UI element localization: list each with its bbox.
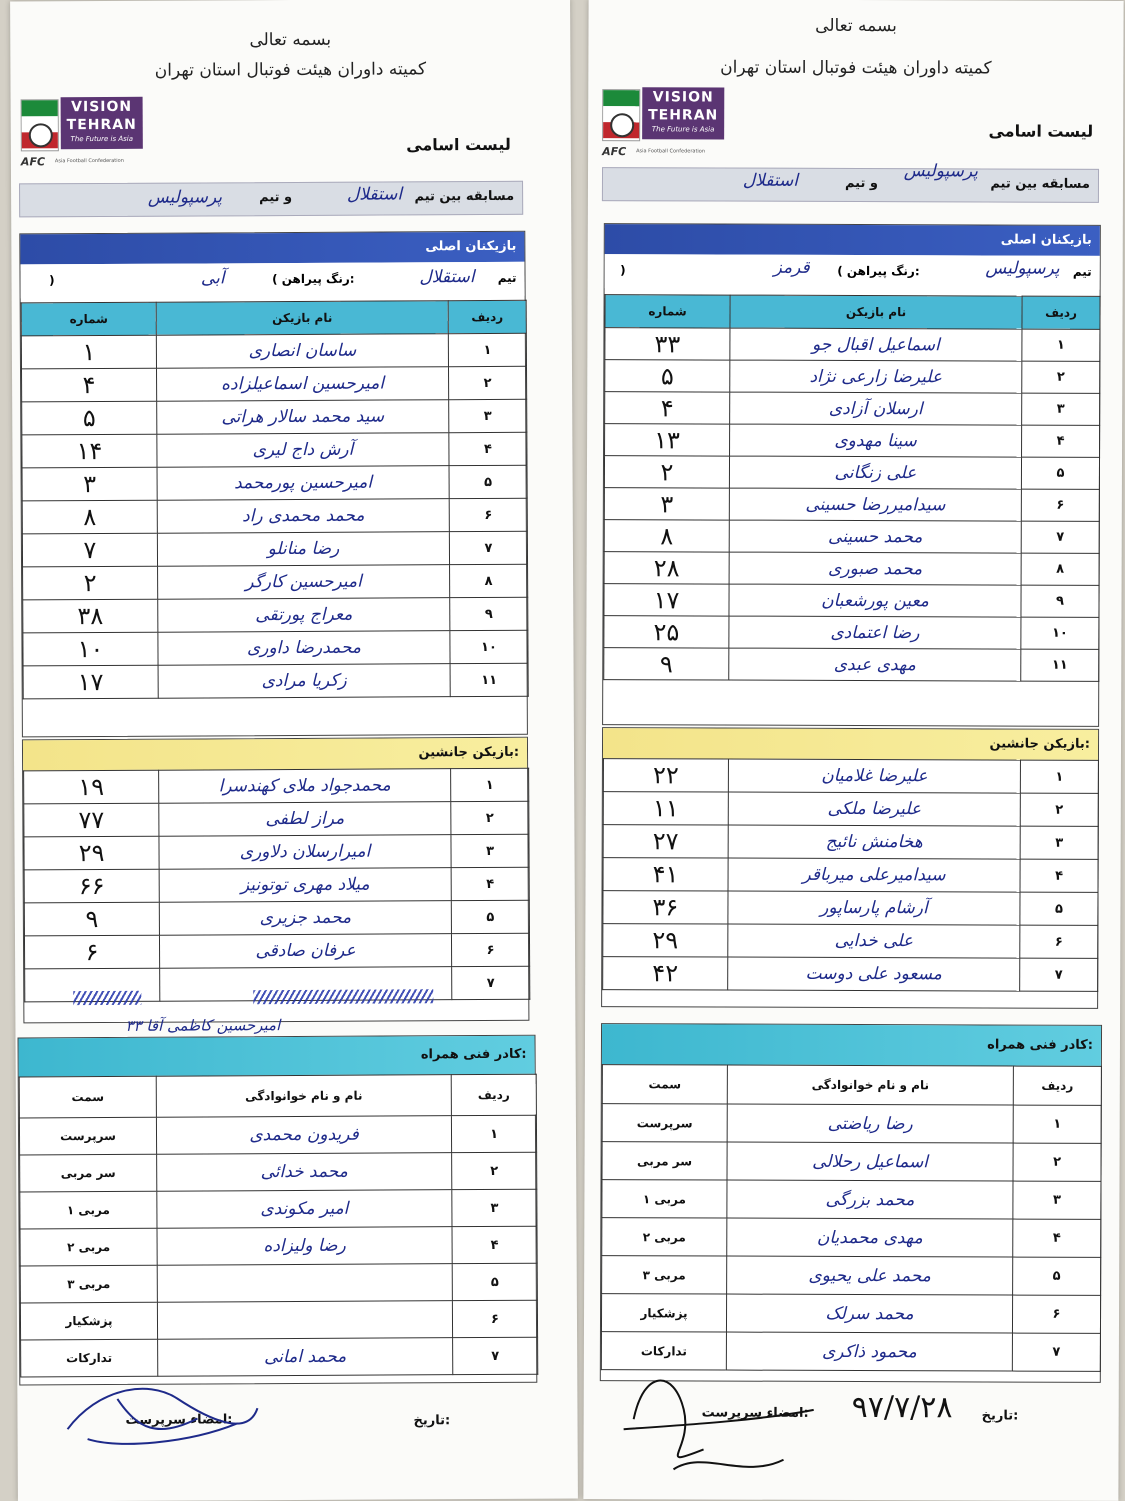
row-index: ۶	[449, 498, 527, 531]
date-handwritten: ۹۷/۷/۲۸	[851, 1389, 953, 1426]
table-row	[22, 531, 527, 567]
person-name: مسعود علی دوست	[728, 957, 1020, 991]
row-index: ۷	[449, 531, 527, 564]
shirt-number: ۷۷	[24, 803, 159, 837]
row-index: ۲	[452, 1152, 537, 1189]
shirt-number: ۳۳	[605, 328, 730, 360]
row-index: ۲	[448, 366, 526, 399]
shirt-number: ۸	[22, 500, 157, 534]
list-title: لیست اسامی	[988, 121, 1094, 141]
table-row	[19, 1115, 536, 1155]
crossed-out-number	[73, 991, 141, 1005]
shirt-number: ۸	[604, 520, 729, 552]
row-index: ۶	[1021, 489, 1099, 521]
team-info-row: تیم پرسپولیس ( رنگ پیراهن: قرمز )	[605, 254, 1100, 290]
row-index: ۷	[1021, 521, 1099, 553]
row-index: ۵	[451, 900, 529, 933]
row-index: ۴	[449, 432, 527, 465]
main-players-section: بازیکنان اصلی تیم پرسپولیس ( رنگ پیراهن: قرمز ) ردیف نام بازیکن شماره ۱ اسماعیل اقبال جو ۳۳ ۲ علیرضا زارعی نژاد ۵ ۳ ارسلان آزادی ۴ ۴ سینا مهدوی ۱۳ ۵ علی زنگانی ۲ ۶ سیدامیررضا حسینی ۳ ۷ محمد حسینی ۸ ۸ محمد صبوری ۲۸ ۹ معین پورشعبان ۱۷ ۱۰ رضا اعتمادی ۲۵ ۱۱ مهدی عبدی ۹	[602, 223, 1101, 727]
person-name: محمدجواد ملای کهندسرا	[159, 769, 451, 804]
person-name: محمد حسینی	[729, 520, 1021, 553]
person-name: هخامنش نائیج	[728, 825, 1020, 859]
table-row	[22, 399, 527, 435]
person-name: امیرحسین اسماعیلزاده	[156, 367, 448, 402]
substitutes-section: بازیکن جانشین: ۱ علیرضا غلامیان ۲۲ ۲ علیرضا ملکی ۱۱ ۳ هخامنش نائیج ۲۷ ۴ سیدامیرعلی میرباقر ۴۱ ۵ آرشام پارساپور ۳۶ ۶ علی خدایی ۲۹ ۷ مسعود علی دوست ۴۲	[601, 727, 1099, 1009]
row-index: ۱	[1022, 329, 1100, 361]
row-index: ۶	[451, 933, 529, 966]
row-index: ۹	[450, 597, 528, 630]
signature-scribble	[57, 1368, 267, 1461]
team1-handwritten: پرسپولیس	[903, 161, 979, 182]
table-row	[605, 424, 1100, 458]
table-row	[24, 933, 529, 969]
shirt-number: ۲	[604, 456, 729, 488]
person-name: ساسان انصاری	[156, 334, 448, 369]
row-index: ۲	[1013, 1143, 1101, 1181]
basmala: بسمه تعالی	[249, 29, 332, 51]
vision-tehran-logo: VISION TEHRAN The Future is Asia AFC Asia Football Confederation	[602, 87, 727, 165]
person-name: محمد جزیری	[159, 901, 451, 936]
main-players-table: ردیف نام بازیکن شماره ۱ ساسان انصاری ۱ ۲ امیرحسین اسماعیلزاده ۴ ۳ سید محمد سالار هراتی ۵ ۴ آرش داج لیری ۱۴ ۵ امیرحسین پورمحمد ۳ ۶ محمد محمدی راد ۸ ۷ رضا منانلو ۷ ۸ امیرحسین کارگر ۲ ۹ معراج پورتقی ۳۸ ۱۰ محمدرضا داوری ۱۰ ۱۱ زکریا مرادی ۱۷	[21, 300, 529, 700]
row-index: ۱۰	[450, 630, 528, 663]
afc-logo: AFC	[602, 145, 627, 159]
person-name: سیدامیرعلی میرباقر	[728, 858, 1020, 892]
row-index: ۱	[1013, 1105, 1101, 1143]
row-index: ۸	[450, 564, 528, 597]
person-name: آرشام پارساپور	[728, 891, 1020, 925]
shirt-number: ۲۸	[604, 552, 729, 584]
table-row	[20, 1263, 537, 1303]
shirt-number: ۹	[604, 648, 729, 680]
person-name: علیرضا غلامیان	[728, 759, 1020, 793]
staff-table: ردیف نام و نام خوانوادگی سمت ۱ فریدون محمدی سرپرست ۲ محمد خدائی سر مربی ۳ امیر مکوندی مربی ۱ ۴ رضا ولیزاده مربی ۲ ۵ مربی ۳ ۶ پزشکیار ۷ محمد امانی تدارکات	[19, 1074, 539, 1378]
table-row	[23, 663, 528, 699]
shirt-number: ۲	[23, 566, 158, 600]
table-row	[605, 328, 1100, 362]
extra-substitute-note: امیرحسین کاظمی آقا ۳۳	[125, 1016, 281, 1035]
table-row	[20, 1226, 537, 1266]
team1-handwritten: استقلال	[346, 184, 403, 205]
person-name: محمد سرلک	[726, 1294, 1012, 1333]
person-name: رضا اعتمادی	[729, 616, 1021, 649]
table-row	[603, 792, 1098, 827]
row-index: ۵	[1021, 457, 1099, 489]
table-row	[604, 520, 1099, 554]
shirt-number: ۲۷	[603, 825, 728, 858]
table-row	[24, 768, 529, 804]
table-row	[20, 1300, 537, 1340]
person-name	[157, 1301, 452, 1340]
row-index: ۳	[1013, 1181, 1101, 1219]
date-label: تاریخ:	[413, 1413, 451, 1429]
date-label: تاریخ:	[981, 1408, 1019, 1424]
shirt-number: ۱۳	[605, 424, 730, 456]
person-name: رضا منانلو	[157, 532, 449, 567]
person-name: امیر مکوندی	[157, 1190, 452, 1229]
shirt-number: ۴۲	[603, 957, 728, 990]
table-row	[22, 366, 527, 402]
row-index: ۶	[452, 1300, 537, 1337]
shirt-number: ۳۶	[603, 891, 728, 924]
shirt-number: ۱۷	[604, 584, 729, 616]
shirt-number: ۹	[24, 902, 159, 936]
row-index: ۵	[1013, 1257, 1101, 1295]
person-name: فریدون محمدی	[156, 1116, 451, 1155]
staff-role: سرپرست	[602, 1104, 727, 1142]
row-index: ۷	[1020, 958, 1098, 991]
signature-label: امضاء سرپرست:	[125, 1412, 233, 1428]
staff-role: مربی ۳	[20, 1265, 157, 1303]
shirt-number: ۱	[21, 335, 156, 369]
shirt-number: ۲۵	[604, 616, 729, 648]
shirt-number: ۶	[24, 935, 159, 969]
row-index: ۲	[451, 801, 529, 834]
person-name: امیرحسین پورمحمد	[157, 466, 449, 501]
main-players-section: بازیکنان اصلی تیم استقلال ( رنگ پیراهن: آبی ) ردیف نام بازیکن شماره ۱ ساسان انصاری ۱ ۲ امیرحسین اسماعیلزاده ۴ ۳ سید محمد سالار هراتی ۵ ۴ آرش داج لیری ۱۴ ۵ امیرحسین پورمحمد ۳ ۶ محمد محمدی راد ۸ ۷ رضا منانلو ۷ ۸ امیرحسین کارگر ۲ ۹ معراج پورتقی ۳۸ ۱۰ محمدرضا داوری ۱۰ ۱۱ زکریا مرادی ۱۷	[19, 231, 528, 738]
table-row	[603, 759, 1098, 794]
staff-role: مربی ۲	[20, 1228, 157, 1266]
person-name: عرفان صادقی	[159, 934, 451, 969]
staff-role: سر مربی	[602, 1142, 727, 1180]
table-row	[605, 360, 1100, 394]
row-index: ۱۰	[1021, 617, 1099, 649]
person-name: مهدی عبدی	[729, 648, 1021, 681]
staff-role: پزشکیار	[20, 1302, 157, 1340]
staff-table: ردیف نام و نام خوانوادگی سمت ۱ رضا ریاضتی سرپرست ۲ اسماعیل رحلالی سر مربی ۳ محمد بزرگی مربی ۱ ۴ مهدی محمدیان مربی ۲ ۵ محمد علی یحیوی مربی ۳ ۶ محمد سرلک پزشکیار ۷ محمود ذاکری تدارکات	[601, 1064, 1102, 1372]
shirt-number: ۵	[605, 360, 730, 392]
person-name: اسماعیل اقبال جو	[730, 328, 1022, 361]
football-icon	[29, 123, 53, 147]
person-name: علی خدایی	[728, 924, 1020, 958]
list-title: لیست اسامی	[406, 134, 511, 155]
team2-handwritten: استقلال	[742, 170, 799, 191]
person-name: معین پورشعبان	[729, 584, 1021, 617]
person-name: ارسلان آزادی	[730, 392, 1022, 425]
row-index: ۱۱	[1021, 649, 1099, 681]
person-name: محمد صبوری	[729, 552, 1021, 585]
table-row	[604, 616, 1099, 650]
table-row	[20, 1152, 537, 1192]
main-players-table: ردیف نام بازیکن شماره ۱ اسماعیل اقبال جو ۳۳ ۲ علیرضا زارعی نژاد ۵ ۳ ارسلان آزادی ۴ ۴ سینا مهدوی ۱۳ ۵ علی زنگانی ۲ ۶ سیدامیررضا حسینی ۳ ۷ محمد حسینی ۸ ۸ محمد صبوری ۲۸ ۹ معین پورشعبان ۱۷ ۱۰ رضا اعتمادی ۲۵ ۱۱ مهدی عبدی ۹	[603, 294, 1100, 682]
row-index: ۴	[1020, 859, 1098, 892]
staff-section: کادر فنی همراه: ردیف نام و نام خوانوادگی سمت ۱ رضا ریاضتی سرپرست ۲ اسماعیل رحلالی سر مربی ۳ محمد بزرگی مربی ۱ ۴ مهدی محمدیان مربی ۲ ۵ محمد علی یحیوی مربی ۳ ۶ محمد سرلک پزشکیار ۷ محمود ذاکری تدارکات	[600, 1023, 1102, 1383]
table-row	[604, 648, 1099, 682]
match-line: مسابقه بین تیم استقلال و تیم پرسپولیس	[19, 181, 523, 218]
table-row	[23, 564, 528, 600]
shirt-number: ۱۰	[23, 632, 158, 666]
shirt-number: ۲۲	[603, 759, 728, 792]
table-row	[603, 858, 1098, 893]
team-info-row: تیم استقلال ( رنگ پیراهن: آبی )	[20, 262, 524, 299]
person-name: زکریا مرادی	[158, 664, 450, 699]
person-name: محمد محمدی راد	[157, 499, 449, 534]
staff-role: تدارکات	[21, 1339, 158, 1377]
shirt-number: ۳۸	[23, 599, 158, 633]
row-index: ۳	[452, 1189, 537, 1226]
person-name: میلاد مهری توتونیز	[159, 868, 451, 903]
table-row	[22, 498, 527, 534]
person-name: آرش داج لیری	[157, 433, 449, 468]
basmala: بسمه تعالی	[815, 15, 897, 37]
row-index: ۷	[453, 1337, 538, 1374]
person-name: علیرضا زارعی نژاد	[730, 360, 1022, 393]
row-index: ۲	[1022, 361, 1100, 393]
row-index: ۸	[1021, 553, 1099, 585]
shirt-number: ۲۹	[603, 924, 728, 957]
staff-role: سرپرست	[19, 1117, 156, 1155]
team2-handwritten: پرسپولیس	[147, 187, 223, 208]
table-row	[21, 333, 526, 369]
shirt-number: ۴	[605, 392, 730, 424]
person-name: محمدرضا داوری	[158, 631, 450, 666]
substitutes-table	[23, 768, 530, 1003]
row-index: ۱	[1020, 760, 1098, 793]
table-row	[22, 465, 527, 501]
table-row	[603, 825, 1098, 860]
shirt-number: ۵	[22, 401, 157, 435]
person-name: مراز لطفی	[159, 802, 451, 837]
row-index: ۷	[452, 966, 530, 999]
staff-role: پزشکیار	[601, 1294, 726, 1332]
row-index: ۹	[1021, 585, 1099, 617]
table-row	[603, 891, 1098, 926]
row-index: ۱	[448, 333, 526, 366]
row-index: ۳	[449, 399, 527, 432]
table-row	[604, 552, 1099, 586]
person-name: محمد خدائی	[157, 1153, 452, 1192]
row-index: ۵	[449, 465, 527, 498]
person-name: علی زنگانی	[729, 456, 1021, 489]
shirt-number: ۴۱	[603, 858, 728, 891]
person-name: سیدامیررضا حسینی	[729, 488, 1021, 521]
person-name: معراج پورتقی	[158, 598, 450, 633]
signature-scribble	[613, 1349, 833, 1490]
row-index: ۴	[1022, 425, 1100, 457]
table-row	[24, 801, 529, 837]
person-name: محمد علی یحیوی	[727, 1256, 1013, 1295]
table-row	[603, 957, 1098, 992]
person-name: اسماعیل رحلالی	[727, 1142, 1013, 1181]
table-row	[23, 630, 528, 666]
staff-role: مربی ۲	[602, 1218, 727, 1256]
table-row	[605, 392, 1100, 426]
committee-title: کمیته داوران هیئت فوتبال استان تهران	[720, 57, 992, 79]
staff-role: مربی ۳	[602, 1256, 727, 1294]
row-index: ۳	[1022, 393, 1100, 425]
table-row	[23, 597, 528, 633]
person-name: محمد امانی	[158, 1338, 453, 1377]
person-name: امیرحسین کارگر	[158, 565, 450, 600]
row-index: ۲	[1020, 793, 1098, 826]
shirt-number: ۳	[604, 488, 729, 520]
table-row	[24, 900, 529, 936]
table-row	[601, 1294, 1100, 1334]
row-index: ۱	[451, 1115, 536, 1152]
table-row	[604, 456, 1099, 490]
person-name: سید محمد سالار هراتی	[157, 400, 449, 435]
person-name: امیرارسلان دلاوری	[159, 835, 451, 870]
table-row	[604, 488, 1099, 522]
team-sheet-persepolis	[583, 0, 1123, 1501]
table-row	[24, 834, 529, 870]
table-row	[602, 1142, 1101, 1182]
shirt-number: ۲۹	[24, 836, 159, 870]
staff-role: سر مربی	[20, 1154, 157, 1192]
signature-label: امضاء سرپرست:	[701, 1405, 809, 1421]
shirt-number: ۷	[22, 533, 157, 567]
afc-logo: AFC	[20, 155, 46, 169]
shirt-number: ۱۴	[22, 434, 157, 468]
table-row	[602, 1256, 1101, 1296]
row-index: ۵	[452, 1263, 537, 1300]
row-index: ۶	[1012, 1295, 1100, 1333]
person-name: محمد بزرگی	[727, 1180, 1013, 1219]
match-line: مسابقه بین تیم پرسپولیس و تیم استقلال	[602, 167, 1099, 203]
table-row	[604, 584, 1099, 618]
substitutes-table	[602, 758, 1099, 992]
staff-section: کادر فنی همراه: ردیف نام و نام خوانوادگی سمت ۱ فریدون محمدی سرپرست ۲ محمد خدائی سر مربی ۳ امیر مکوندی مربی ۱ ۴ رضا ولیزاده مربی ۲ ۵ مربی ۳ ۶ پزشکیار ۷ محمد امانی تدارکات	[18, 1035, 538, 1386]
row-index: ۱	[451, 768, 529, 801]
row-index: ۳	[1020, 826, 1098, 859]
committee-title: کمیته داوران هیئت فوتبال استان تهران	[154, 59, 427, 81]
vision-tehran-logo: VISION TEHRAN The Future is Asia AFC Asia Football Confederation	[21, 97, 146, 176]
row-index: ۱۱	[450, 663, 528, 696]
person-name: رضا ریاضتی	[727, 1104, 1013, 1143]
staff-role: تدارکات	[601, 1332, 726, 1370]
table-row	[602, 1180, 1101, 1220]
staff-role: مربی ۱	[20, 1191, 157, 1229]
person-name: مهدی محمدیان	[727, 1218, 1013, 1257]
shirt-number: ۱۷	[23, 665, 158, 699]
staff-role: مربی ۱	[602, 1180, 727, 1218]
person-name: رضا ولیزاده	[157, 1227, 452, 1266]
person-name: محمود ذاکری	[726, 1332, 1012, 1371]
table-row	[602, 1218, 1101, 1258]
shirt-number: ۶۶	[24, 869, 159, 903]
row-index: ۵	[1020, 892, 1098, 925]
row-index: ۳	[451, 834, 529, 867]
person-name: علیرضا ملکی	[728, 792, 1020, 826]
table-row	[603, 924, 1098, 959]
row-index: ۶	[1020, 925, 1098, 958]
table-row	[22, 432, 527, 468]
shirt-number: ۱۹	[24, 770, 159, 804]
crossed-out-name	[253, 989, 433, 1004]
team-sheet-esteghlal	[10, 0, 578, 1501]
shirt-number: ۳	[22, 467, 157, 501]
row-index: ۴	[451, 867, 529, 900]
row-index: ۴	[452, 1226, 537, 1263]
table-row	[602, 1104, 1101, 1144]
row-index: ۷	[1012, 1333, 1100, 1371]
table-row	[20, 1189, 537, 1229]
table-row	[24, 867, 529, 903]
shirt-number: ۱۱	[603, 792, 728, 825]
row-index: ۴	[1013, 1219, 1101, 1257]
person-name	[157, 1264, 452, 1303]
shirt-number: ۴	[22, 368, 157, 402]
football-icon	[610, 113, 634, 137]
person-name: سینا مهدوی	[730, 424, 1022, 457]
substitutes-section: بازیکن جانشین: ۱ محمدجواد ملای کهندسرا ۱۹ ۲ مراز لطفی ۷۷ ۳ امیرارسلان دلاوری ۲۹ ۴ میلاد مهری توتونیز ۶۶ ۵ محمد جزیری ۹ ۶ عرفان صادقی ۶ ۷	[22, 737, 529, 1024]
